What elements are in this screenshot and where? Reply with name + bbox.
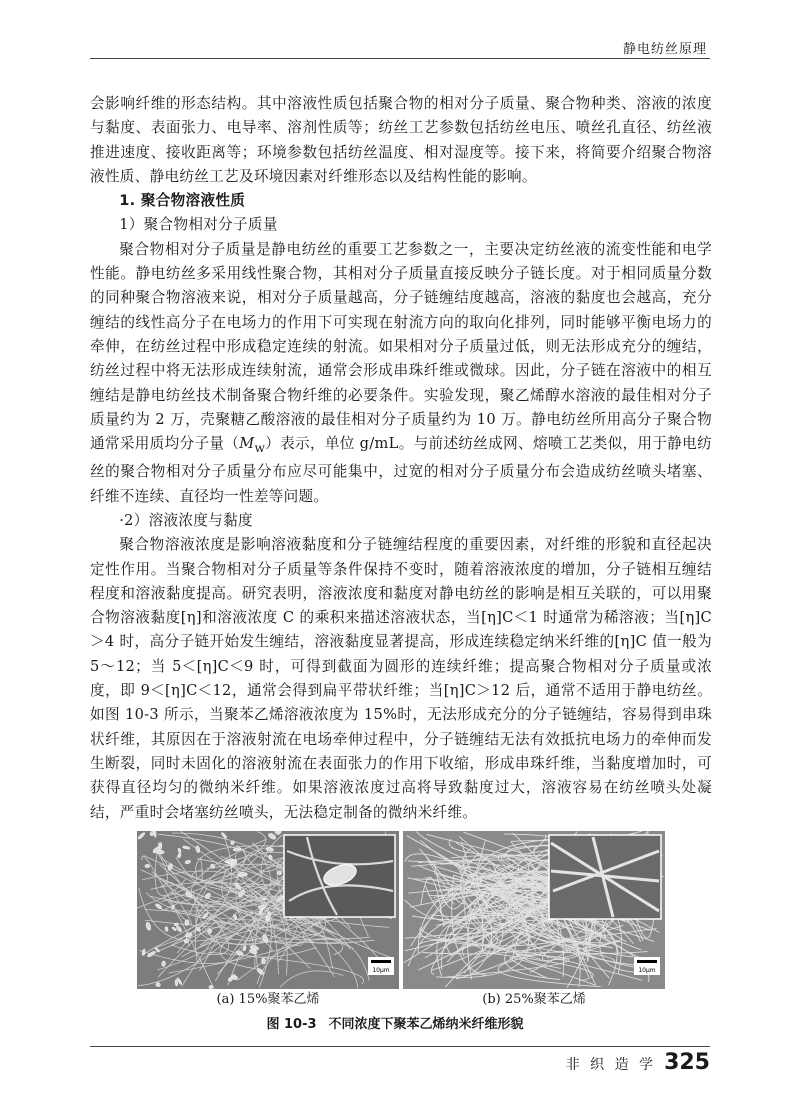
bead-texture <box>232 976 237 980</box>
figure-panel-b <box>403 831 665 1009</box>
bead-texture <box>156 850 164 854</box>
figure-panel-b-caption: (b) 25%聚苯乙烯 <box>482 991 586 1007</box>
figure-caption <box>90 1013 712 1032</box>
mw-subscript: w <box>254 441 266 456</box>
scale-bar-b-label: 10μm <box>638 966 656 974</box>
paragraph-intro: 会影响纤维的形态结构。其中溶液性质包括聚合物的相对分子质量、聚合物种类、溶液的浓度与黏度、表面张力、电导率、溶剂性质等；纺丝工艺参数包括纺丝电压、喷丝孔直径、纺丝液推进速度、接收距离等；环境参数包括纺丝温度、相对湿度等。接下来，将简要介绍聚合物溶液性质、静电纺丝工艺及环境因素对纤维形态以及结构性能的影响。 <box>90 95 712 185</box>
scale-bar-a-label: 10μm <box>372 966 390 974</box>
footer-rule <box>90 1046 710 1047</box>
figure-caption-label: 图 10-3 <box>266 1016 317 1032</box>
page-number: 325 <box>664 1050 710 1075</box>
section-heading: 1. 聚合物溶液性质 <box>119 192 246 210</box>
bead-texture <box>175 979 178 985</box>
paragraph-molecular-weight-rest: ）表示，单位 g/mL。与前述纺丝成网、熔喷工艺类似，用于静电纺丝的聚合物相对分子质量分布应尽可能集中，过宽的相对分子质量分布会造成纺丝喷头堵塞、纤维不连续、直径均一性差等问题。 <box>90 435 712 505</box>
bead-texture <box>174 923 178 926</box>
footer-journal-title: 非 织 造 学 <box>565 1057 657 1073</box>
bead-texture <box>161 961 165 967</box>
paragraph-concentration: 聚合物溶液浓度是影响溶液黏度和分子链缠结程度的重要因素，对纤维的形貌和直径起决定性作用。当聚合物相对分子质量等条件保持不变时，随着溶液浓度的增加，分子链相互缠结程度和溶液黏度提高。研究表明，溶液浓度和黏度对静电纺丝的影响是相互关联的，可以用聚合物溶液黏度[η]和溶液浓度 C 的乘积来描述溶液状态，当[η]C＜1 时通常为稀溶液；当[η]C＞4 时，高分子链开始发生缠结，溶液黏度显著提高，形成连续稳定纳米纤维的[η]C 值一般为 5～12；当 5＜[η]C＜9 时，可得到截面为圆形的连续纤维；提高聚合物相对分子质量或浓度，即 9＜[η]C＜12，通常会得到扁平带状纤维；当[η]C＞12 后，通常不适用于静电纺丝。如图 10-3 所示，当聚苯乙烯溶液浓度为 15%时，无法形成充分的分子链缠结，容易得到串珠状纤维，其原因在于溶液射流在电场牵伸过程中，分子链缠结无法有效抵抗电场力的牵伸而发生断裂，同时未固化的溶液射流在表面张力的作用下收缩，形成串珠纤维，当黏度增加时，可获得直径均匀的微纳米纤维。如果溶液浓度过高将导致黏度过大，溶液容易在纺丝喷头处凝结，严重时会堵塞纺丝喷头，无法稳定制备的微纳米纤维。 <box>90 536 712 821</box>
bead-texture <box>145 864 150 867</box>
figure-caption-text: 不同浓度下聚苯乙烯纳米纤维形貌 <box>328 1016 524 1032</box>
header-rule <box>90 58 710 59</box>
figure-panel-a <box>137 831 399 1009</box>
bead-texture <box>261 958 266 964</box>
sem-image-25-percent <box>403 831 665 989</box>
bead-texture <box>184 938 189 943</box>
mw-symbol: M <box>239 435 255 453</box>
running-head-title: 静电纺丝原理 <box>622 42 707 57</box>
paragraph-molecular-weight-text: 聚合物相对分子质量是静电纺丝的重要工艺参数之一，主要决定纺丝液的流变性能和电学性能。静电纺丝多采用线性聚合物，其相对分子质量直接反映分子链长度。对于相同质量分数的同种聚合物溶液来说，相对分子质量越高，分子链缠结度越高，溶液的黏度也会越高，充分缠结的线性高分子在电场力的作用下可实现在射流方向的取向化排列，同时能够平衡电场力的牵伸，在纺丝过程中形成稳定连续的射流。如果相对分子质量过低，则无法形成充分的缠结，纺丝过程中将无法形成连续射流，通常会形成串珠纤维或微球。因此，分子链在溶液中的相互缠结是静电纺丝技术制备聚合物纤维的必要条件。实验发现，聚乙烯醇水溶液的最佳相对分子质量约为 2 万，壳聚糖乙酸溶液的最佳相对分子质量约为 10 万。静电纺丝所用高分子聚合物通常采用质均分子量（ <box>90 240 712 453</box>
sem-image-15-percent <box>137 831 399 989</box>
figure-10-3 <box>90 831 712 1009</box>
page-footer <box>566 1050 710 1075</box>
bead-texture <box>207 928 212 933</box>
subsection-heading-2: ·2）溶液浓度与黏度 <box>119 511 253 529</box>
bead-texture <box>156 982 161 987</box>
bead-texture <box>237 872 246 876</box>
figure-panel-a-caption: (a) 15%聚苯乙烯 <box>216 991 320 1007</box>
paragraph-molecular-weight <box>90 238 712 509</box>
subsection-heading-1: 1）聚合物相对分子质量 <box>119 216 278 234</box>
page-body <box>90 92 712 1032</box>
